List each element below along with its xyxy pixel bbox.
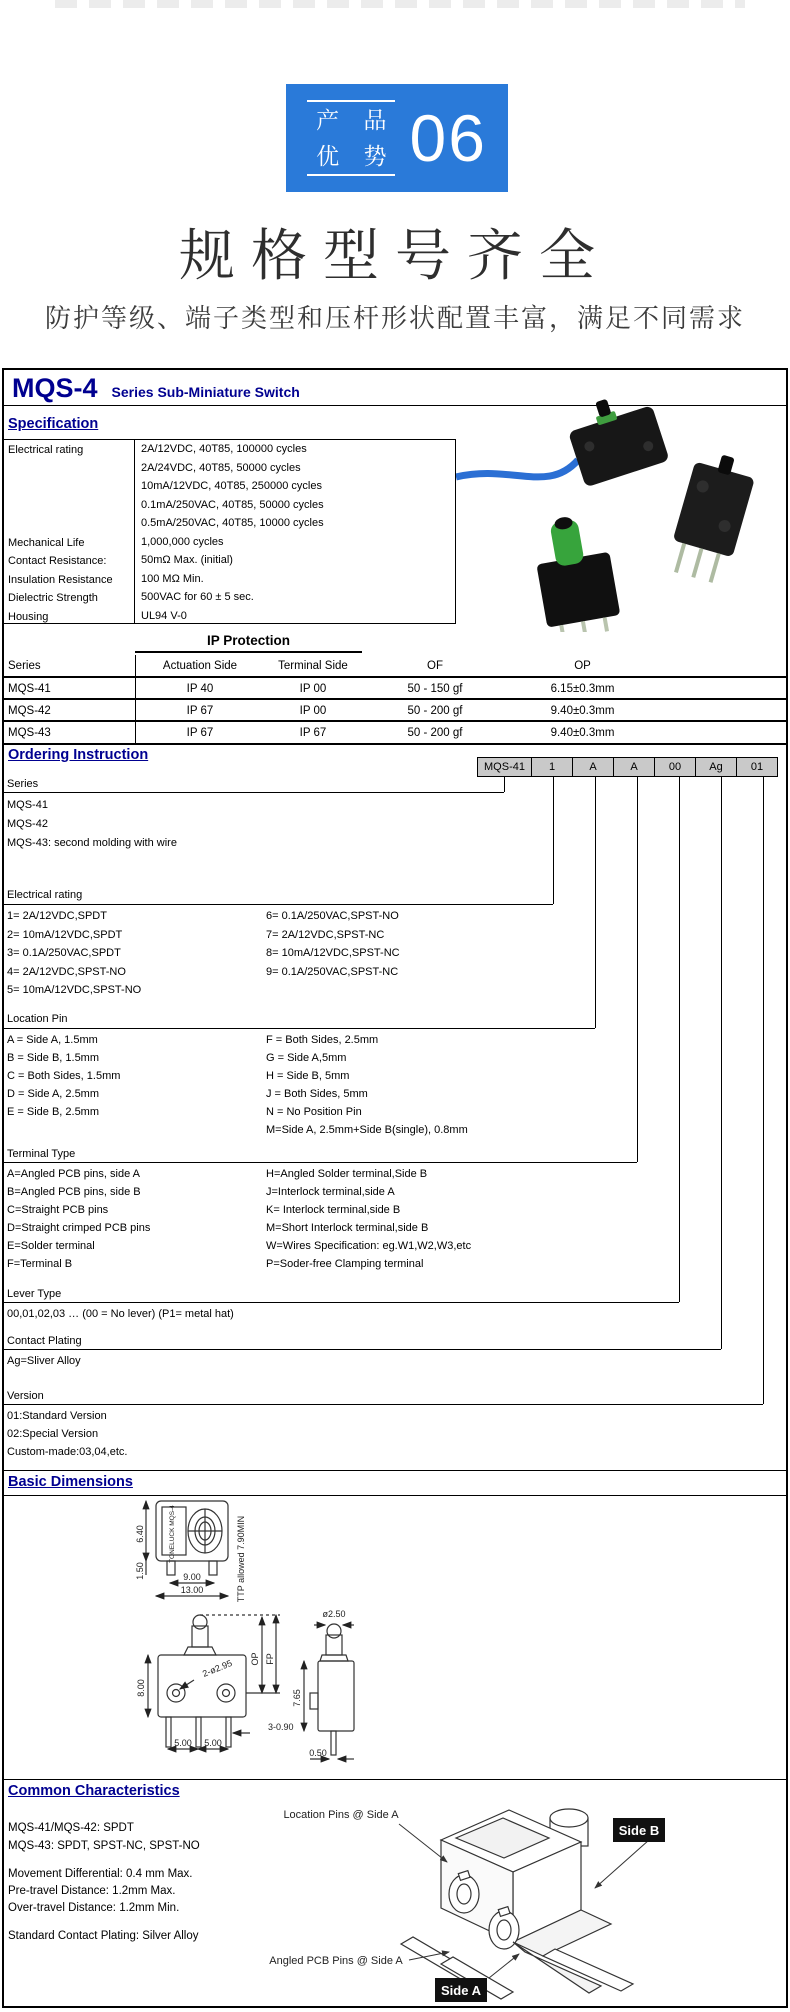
dim-ttp: TTP allowed 7.90MIN	[236, 1515, 246, 1603]
ordering-option: MQS-41	[7, 799, 48, 811]
switch-upright	[664, 448, 758, 586]
spec-value: 50mΩ Max. (initial)	[141, 554, 233, 566]
spec-label: Dielectric Strength	[8, 592, 98, 604]
ip-cell: 50 - 200 gf	[407, 705, 463, 717]
group-label: Contact Plating	[7, 1335, 82, 1347]
spec-value-column	[135, 440, 455, 625]
ip-cell: IP 00	[299, 683, 327, 695]
divider	[135, 655, 136, 743]
badge-line1: 产 品	[316, 107, 396, 133]
spec-label: Housing	[8, 610, 49, 623]
ordering-option: F=Terminal B	[7, 1258, 73, 1270]
specification-heading: Specification	[8, 416, 99, 432]
ordering-option: MQS-42	[7, 818, 48, 830]
group-rule	[4, 1162, 637, 1163]
ip-cell: 9.40±0.3mm	[550, 705, 615, 717]
spec-value: 500VAC for 60 ± 5 sec.	[141, 591, 254, 603]
ip-cell: 6.15±0.3mm	[550, 683, 615, 695]
group-label: Version	[7, 1390, 44, 1402]
group-rule	[4, 904, 553, 905]
spec-value: 1,000,000 cycles	[141, 535, 224, 548]
ordering-option: MQS-43: second molding with wire	[7, 837, 177, 849]
dim-pin-d: 3-0.90	[268, 1722, 294, 1732]
tree-connector	[553, 777, 554, 904]
dimensions-heading: Basic Dimensions	[8, 1474, 133, 1490]
tree-connector	[721, 777, 722, 1349]
dim-pitch2: 5.00	[204, 1738, 222, 1748]
label-location-pins: Location Pins @ Side A	[283, 1809, 399, 1821]
dim-side-off: 0.50	[309, 1748, 327, 1758]
divider	[4, 698, 786, 700]
common-line: MQS-43: SPDT, SPST-NC, SPST-NO	[8, 1840, 200, 1852]
ordering-option: 1= 2A/12VDC,SPDT	[7, 910, 107, 922]
specification-table	[4, 439, 456, 624]
ordering-option: B = Side B, 1.5mm	[7, 1052, 100, 1064]
ordering-option: D = Side A, 2.5mm	[7, 1088, 100, 1100]
series-suffix: Series Sub-Miniature Switch	[111, 384, 300, 400]
ip-cell: 50 - 200 gf	[407, 727, 463, 739]
spec-value: 10mA/12VDC, 40T85, 250000 cycles	[141, 480, 322, 492]
badge-top-rule	[307, 100, 395, 102]
common-line: Standard Contact Plating: Silver Alloy	[8, 1930, 199, 1942]
spec-label: Contact Resistance:	[8, 555, 107, 567]
group-rule	[4, 1028, 595, 1029]
ordering-option: 3= 0.1A/250VAC,SPDT	[7, 947, 121, 959]
ip-cell: IP 40	[186, 683, 214, 695]
ip-cell: 50 - 150 gf	[407, 683, 463, 695]
spec-label: Insulation Resistance	[8, 573, 113, 586]
dim-holes: 2-ø2.95	[201, 1657, 234, 1679]
group-rule	[4, 792, 504, 793]
ordering-option: M=Short Interlock terminal,side B	[266, 1222, 429, 1234]
common-line: Pre-travel Distance: 1.2mm Max.	[8, 1885, 176, 1897]
badge-line2: 优 势	[316, 143, 396, 169]
group-rule	[4, 1404, 763, 1405]
tree-connector	[679, 777, 680, 1302]
ordering-option: E = Side B, 2.5mm	[7, 1106, 100, 1118]
ip-row-series: MQS-41	[8, 683, 51, 695]
ordering-option: 8= 10mA/12VDC,SPST-NC	[266, 947, 400, 959]
common-line: Over-travel Distance: 1.2mm Min.	[8, 1902, 180, 1914]
ordering-option: A = Side A, 1.5mm	[7, 1034, 98, 1046]
switch-with-wire	[562, 386, 670, 487]
promo-badge-text	[307, 100, 395, 176]
badge-bottom-rule	[307, 174, 395, 176]
ordering-option: K= Interlock terminal,side B	[266, 1204, 401, 1216]
ordering-option: 4= 2A/12VDC,SPST-NO	[7, 966, 126, 978]
ordering-option: H = Side B, 5mm	[266, 1070, 350, 1082]
wire	[456, 460, 578, 477]
dim-side-height: 7.65	[292, 1689, 302, 1707]
ordering-code-boxes	[477, 757, 778, 777]
code-box: A	[613, 757, 655, 777]
ip-cell: IP 00	[299, 705, 327, 717]
isometric-diagram	[251, 1802, 766, 2005]
code-box: Ag	[695, 757, 737, 777]
spec-label: Electrical rating	[8, 444, 84, 456]
divider	[4, 743, 786, 745]
common-heading: Common Characteristics	[8, 1783, 180, 1799]
dim-fp: FP	[265, 1653, 275, 1665]
spec-label: Mechanical Life	[8, 536, 85, 549]
code-box: A	[572, 757, 614, 777]
clipped-text-artifact	[55, 0, 745, 8]
spec-value: 2A/12VDC, 40T85, 100000 cycles	[141, 443, 307, 455]
ordering-option: 2= 10mA/12VDC,SPDT	[7, 929, 123, 941]
ordering-option: N = No Position Pin	[266, 1106, 362, 1118]
switch-green-plunger	[529, 510, 623, 632]
ordering-option: G = Side A,5mm	[266, 1052, 347, 1064]
divider	[4, 676, 786, 678]
group-label: Series	[7, 778, 39, 790]
dim-plunger-d: ø2.50	[322, 1609, 346, 1619]
page-subtitle: 防护等级、端子类型和压杆形状配置丰富，满足不同需求	[44, 303, 745, 333]
group-label: Electrical rating	[7, 889, 83, 901]
series-name: MQS-4	[12, 373, 98, 403]
spec-value: 0.5mA/250VAC, 40T85, 10000 cycles	[141, 517, 324, 529]
ip-col-of: OF	[427, 660, 443, 672]
ip-col-actuation: Actuation Side	[162, 660, 238, 672]
ip-row-series: MQS-43	[8, 727, 51, 739]
dim-top-w2: 13.00	[180, 1585, 204, 1595]
series-header	[12, 373, 300, 404]
brand-label: TONELUCK MQS-4	[169, 1505, 176, 1563]
code-box: 1	[531, 757, 573, 777]
ordering-heading: Ordering Instruction	[8, 747, 149, 763]
divider	[4, 1495, 786, 1496]
ordering-option: Custom-made:03,04,etc.	[7, 1446, 128, 1458]
ordering-option: F = Both Sides, 2.5mm	[266, 1034, 379, 1046]
tree-connector	[763, 777, 764, 1404]
code-box: 00	[654, 757, 696, 777]
ip-col-op: OP	[574, 660, 591, 672]
spec-value: 2A/24VDC, 40T85, 50000 cycles	[141, 461, 301, 474]
common-line: Movement Differential: 0.4 mm Max.	[8, 1868, 193, 1880]
tree-connector	[595, 777, 596, 1028]
divider	[4, 720, 786, 722]
divider	[4, 1470, 786, 1471]
dim-top-w1: 9.00	[183, 1572, 201, 1582]
spec-value: UL94 V-0	[141, 609, 187, 622]
ordering-option: W=Wires Specification: eg.W1,W2,W3,etc	[266, 1240, 472, 1252]
ordering-option: B=Angled PCB pins, side B	[7, 1186, 141, 1198]
ordering-option: 01:Standard Version	[7, 1410, 107, 1422]
tree-connector	[504, 777, 505, 792]
code-box: 01	[736, 757, 778, 777]
spec-label-column	[4, 440, 135, 623]
ordering-option: E=Solder terminal	[7, 1240, 95, 1252]
page-title: 规格型号齐全	[179, 224, 611, 287]
promo-badge	[286, 84, 508, 192]
badge-number: 06	[409, 101, 487, 175]
side-a-label: Side A	[441, 1983, 481, 1998]
ordering-option: J=Interlock terminal,side A	[266, 1186, 395, 1198]
dimension-drawing	[4, 1497, 786, 1775]
dim-top-height: 6.40	[135, 1525, 145, 1543]
ip-cell: IP 67	[186, 727, 214, 739]
ordering-option: C = Both Sides, 1.5mm	[7, 1070, 121, 1082]
ordering-option: 00,01,02,03 … (00 = No lever) (P1= metal hat)	[7, 1308, 234, 1320]
code-box: MQS-41	[477, 757, 532, 777]
dim-op: OP	[250, 1652, 260, 1666]
ip-cell: IP 67	[186, 705, 214, 717]
group-label: Terminal Type	[7, 1148, 76, 1160]
ordering-option: 7= 2A/12VDC,SPST-NC	[266, 929, 385, 941]
ip-row-series: MQS-42	[8, 705, 51, 717]
ip-col-series: Series	[8, 660, 41, 672]
ordering-option: H=Angled Solder terminal,Side B	[266, 1168, 428, 1180]
label-pcb-pins: Angled PCB Pins @ Side A	[269, 1955, 403, 1967]
ip-cell: 9.40±0.3mm	[550, 727, 615, 739]
group-label: Lever Type	[7, 1288, 62, 1300]
ordering-option: C=Straight PCB pins	[7, 1204, 109, 1216]
ordering-option: 02:Special Version	[7, 1428, 99, 1440]
ordering-tree	[4, 757, 786, 1470]
ordering-option: Ag=Sliver Alloy	[7, 1355, 81, 1367]
ordering-option: D=Straight crimped PCB pins	[7, 1222, 151, 1234]
divider	[4, 1779, 786, 1780]
dim-front-height: 8.00	[136, 1679, 146, 1697]
ip-cell: IP 67	[299, 727, 327, 739]
ordering-option: P=Soder-free Clamping terminal	[266, 1258, 424, 1270]
common-line: MQS-41/MQS-42: SPDT	[8, 1822, 134, 1834]
spec-value: 100 MΩ Min.	[141, 572, 204, 585]
datasheet-sheet	[2, 368, 788, 2008]
group-rule	[4, 1302, 679, 1303]
ordering-option: A=Angled PCB pins, side A	[7, 1168, 140, 1180]
ordering-option: J = Both Sides, 5mm	[266, 1088, 368, 1100]
ordering-option: M=Side A, 2.5mm+Side B(single), 0.8mm	[266, 1124, 468, 1136]
group-rule	[4, 1349, 721, 1350]
product-photo	[456, 372, 786, 632]
ip-protection-header: IP Protection	[135, 633, 362, 653]
ordering-option: 5= 10mA/12VDC,SPST-NO	[7, 984, 142, 996]
ordering-option: 6= 0.1A/250VAC,SPST-NO	[266, 910, 399, 922]
side-b-label: Side B	[618, 1823, 660, 1838]
group-label: Location Pin	[7, 1013, 68, 1025]
ordering-option: 9= 0.1A/250VAC,SPST-NC	[266, 966, 399, 978]
dim-top-pin: 1.50	[135, 1562, 145, 1580]
dim-pitch1: 5.00	[174, 1738, 192, 1748]
spec-value: 0.1mA/250VAC, 40T85, 50000 cycles	[141, 498, 324, 511]
tree-connector	[637, 777, 638, 1162]
ip-col-terminal: Terminal Side	[278, 660, 348, 672]
